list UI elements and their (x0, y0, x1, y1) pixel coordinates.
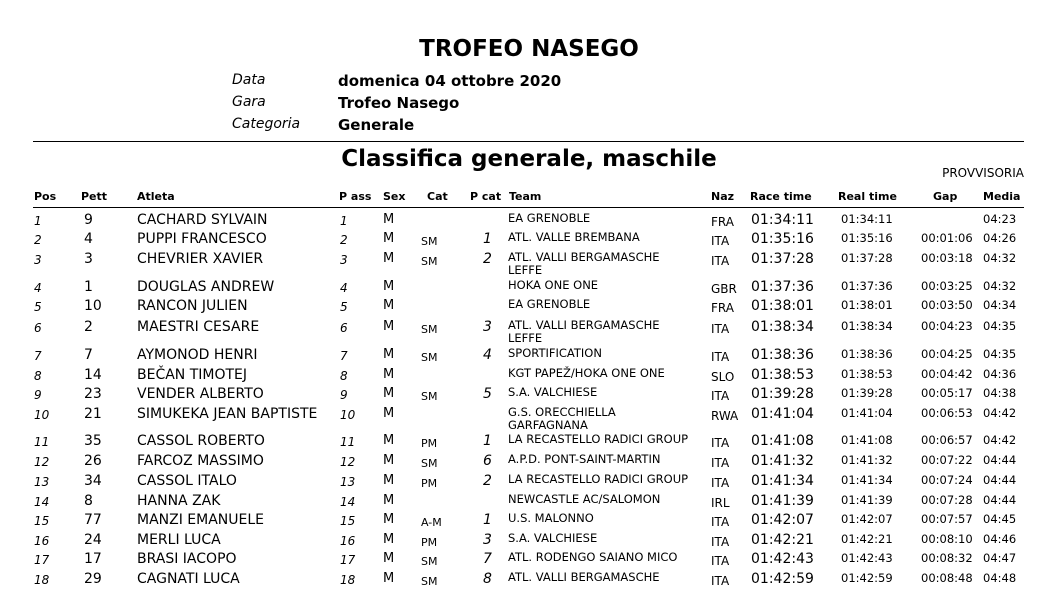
cell-pcat: 3 (483, 532, 492, 548)
cell-real: 01:42:43 (841, 551, 893, 565)
cell-pass: 4 (340, 281, 348, 295)
cell-atleta: MANZI EMANUELE (137, 512, 265, 528)
cell-gap: 00:03:25 (921, 279, 973, 293)
cell-gap: 00:03:50 (921, 298, 973, 312)
cell-pos: 5 (34, 300, 42, 314)
cell-naz: ITA (711, 389, 730, 403)
header-cat: Cat (427, 190, 448, 203)
cell-media: 04:34 (983, 298, 1017, 312)
cell-real: 01:38:01 (841, 298, 893, 312)
cell-team: SPORTIFICATION (508, 346, 602, 360)
cell-race: 01:38:36 (751, 347, 814, 363)
cell-team: ATL. VALLI BERGAMASCHE (508, 570, 660, 584)
cell-atleta: BEČAN TIMOTEJ (137, 367, 248, 383)
cell-race: 01:41:32 (751, 453, 814, 469)
cell-gap: 00:07:57 (921, 512, 973, 526)
table-row (0, 405, 1058, 432)
cell-gap: 00:08:32 (921, 551, 973, 565)
cell-naz: SLO (711, 370, 735, 384)
cell-race: 01:34:11 (751, 212, 814, 228)
cell-sex: M (383, 367, 395, 382)
cell-cat: SM (421, 351, 438, 364)
cell-cat: SM (421, 390, 438, 403)
cell-team: KGT PAPEŽ/HOKA ONE ONE (508, 366, 665, 380)
cell-race: 01:41:39 (751, 493, 814, 509)
cell-real: 01:38:34 (841, 319, 893, 333)
cell-pos: 7 (34, 349, 42, 363)
cell-naz: IRL (711, 496, 730, 510)
cell-pass: 15 (340, 514, 356, 528)
cell-pett: 1 (84, 279, 93, 295)
cell-pass: 16 (340, 534, 356, 548)
cell-media: 04:36 (983, 367, 1017, 381)
cell-real: 01:38:53 (841, 367, 893, 381)
header-pcat: P cat (470, 190, 502, 203)
cell-pett: 26 (84, 453, 102, 469)
cell-media: 04:35 (983, 319, 1017, 333)
table-row (0, 278, 1058, 298)
cell-team: LA RECASTELLO RADICI GROUP (508, 432, 689, 446)
cell-race: 01:42:21 (751, 532, 814, 548)
cell-atleta: AYMONOD HENRI (137, 347, 258, 363)
cell-media: 04:48 (983, 571, 1017, 585)
table-row (0, 570, 1058, 590)
table-row (0, 211, 1058, 231)
cell-pcat: 3 (483, 319, 492, 335)
cell-pos: 14 (34, 495, 50, 509)
cell-sex: M (383, 298, 395, 313)
cell-pass: 9 (340, 388, 348, 402)
cell-team: G.S. ORECCHIELLA (508, 405, 616, 419)
cell-cat: A-M (421, 516, 442, 529)
cell-naz: ITA (711, 234, 730, 248)
cell-race: 01:37:36 (751, 279, 814, 295)
cell-sex: M (383, 212, 395, 227)
cell-pett: 77 (84, 512, 102, 528)
cell-pcat: 5 (483, 386, 492, 402)
cell-pett: 9 (84, 212, 93, 228)
meta-label-categoria: Categoria (232, 116, 301, 132)
cell-atleta: CASSOL ROBERTO (137, 433, 265, 449)
cell-real: 01:41:32 (841, 453, 893, 467)
cell-atleta: FARCOZ MASSIMO (137, 453, 264, 469)
cell-cat: SM (421, 555, 438, 568)
cell-atleta: BRASI IACOPO (137, 551, 237, 567)
cell-gap: 00:08:48 (921, 571, 973, 585)
cell-atleta: CASSOL ITALO (137, 473, 237, 489)
cell-team: ATL. VALLI BERGAMASCHE (508, 250, 660, 264)
cell-pos: 8 (34, 369, 42, 383)
cell-race: 01:38:01 (751, 298, 814, 314)
cell-race: 01:42:07 (751, 512, 814, 528)
cell-atleta: DOUGLAS ANDREW (137, 279, 275, 295)
cell-pass: 8 (340, 369, 348, 383)
header-atleta: Atleta (137, 190, 175, 203)
cell-team-line2: LEFFE (508, 331, 543, 345)
cell-sex: M (383, 493, 395, 508)
cell-pos: 12 (34, 455, 50, 469)
cell-media: 04:46 (983, 532, 1017, 546)
cell-real: 01:37:36 (841, 279, 893, 293)
cell-pos: 4 (34, 281, 42, 295)
cell-naz: FRA (711, 301, 734, 315)
cell-race: 01:35:16 (751, 231, 814, 247)
cell-sex: M (383, 473, 395, 488)
cell-pcat: 1 (483, 231, 492, 247)
cell-sex: M (383, 279, 395, 294)
cell-atleta: HANNA ZAK (137, 493, 221, 509)
cell-race: 01:39:28 (751, 386, 814, 402)
cell-sex: M (383, 433, 395, 448)
cell-pos: 13 (34, 475, 50, 489)
table-row (0, 550, 1058, 570)
cell-cat: PM (421, 536, 438, 549)
cell-pass: 7 (340, 349, 348, 363)
cell-gap: 00:06:57 (921, 433, 973, 447)
cell-sex: M (383, 406, 395, 421)
cell-pos: 2 (34, 233, 42, 247)
cell-media: 04:47 (983, 551, 1017, 565)
cell-team: LA RECASTELLO RADICI GROUP (508, 472, 689, 486)
cell-atleta: RANCON JULIEN (137, 298, 248, 314)
cell-real: 01:38:36 (841, 347, 893, 361)
cell-sex: M (383, 551, 395, 566)
cell-pcat: 4 (483, 347, 492, 363)
cell-real: 01:39:28 (841, 386, 893, 400)
cell-pett: 23 (84, 386, 102, 402)
table-row (0, 531, 1058, 551)
cell-pos: 11 (34, 435, 50, 449)
cell-atleta: CAGNATI LUCA (137, 571, 240, 587)
header-gap: Gap (933, 190, 958, 203)
cell-gap: 00:04:23 (921, 319, 973, 333)
cell-pett: 2 (84, 319, 93, 335)
cell-pass: 6 (340, 321, 348, 335)
cell-pcat: 7 (483, 551, 492, 567)
header-pett: Pett (81, 190, 108, 203)
cell-atleta: VENDER ALBERTO (137, 386, 264, 402)
cell-team: S.A. VALCHIESE (508, 531, 598, 545)
cell-pos: 15 (34, 514, 50, 528)
cell-pass: 10 (340, 408, 356, 422)
table-row (0, 250, 1058, 277)
cell-pett: 7 (84, 347, 93, 363)
cell-pos: 17 (34, 553, 50, 567)
cell-pett: 17 (84, 551, 102, 567)
cell-media: 04:44 (983, 473, 1017, 487)
cell-sex: M (383, 251, 395, 266)
cell-pos: 9 (34, 388, 42, 402)
cell-pett: 14 (84, 367, 102, 383)
cell-atleta: CHEVRIER XAVIER (137, 251, 264, 267)
cell-naz: ITA (711, 476, 730, 490)
table-row (0, 452, 1058, 472)
cell-gap: 00:03:18 (921, 251, 973, 265)
cell-pass: 1 (340, 214, 348, 228)
cell-pass: 3 (340, 253, 348, 267)
divider-top (33, 141, 1024, 142)
table-row (0, 297, 1058, 317)
cell-pcat: 2 (483, 473, 492, 489)
meta-value-gara: Trofeo Nasego (338, 94, 460, 112)
cell-team: A.P.D. PONT-SAINT-MARTIN (508, 452, 661, 466)
cell-real: 01:42:07 (841, 512, 893, 526)
header-pass: P ass (339, 190, 372, 203)
cell-team: ATL. VALLE BREMBANA (508, 230, 640, 244)
cell-pett: 8 (84, 493, 93, 509)
meta-value-data: domenica 04 ottobre 2020 (338, 72, 562, 90)
header-race: Race time (750, 190, 812, 203)
cell-gap: 00:08:10 (921, 532, 973, 546)
cell-naz: RWA (711, 409, 739, 423)
header-sex: Sex (383, 190, 406, 203)
cell-pett: 24 (84, 532, 102, 548)
cell-naz: FRA (711, 215, 734, 229)
cell-real: 01:35:16 (841, 231, 893, 245)
cell-gap: 00:04:25 (921, 347, 973, 361)
cell-naz: ITA (711, 436, 730, 450)
cell-media: 04:44 (983, 453, 1017, 467)
cell-race: 01:41:34 (751, 473, 814, 489)
cell-team: NEWCASTLE AC/SALOMON (508, 492, 661, 506)
cell-pcat: 1 (483, 512, 492, 528)
cell-team: U.S. MALONNO (508, 511, 594, 525)
cell-race: 01:37:28 (751, 251, 814, 267)
cell-pass: 5 (340, 300, 348, 314)
cell-media: 04:26 (983, 231, 1017, 245)
cell-media: 04:35 (983, 347, 1017, 361)
cell-naz: ITA (711, 515, 730, 529)
cell-pos: 1 (34, 214, 42, 228)
cell-naz: ITA (711, 535, 730, 549)
cell-atleta: SIMUKEKA JEAN BAPTISTE (137, 406, 318, 422)
cell-pett: 10 (84, 298, 102, 314)
cell-real: 01:37:28 (841, 251, 893, 265)
meta-value-categoria: Generale (338, 116, 415, 134)
cell-race: 01:41:04 (751, 406, 814, 422)
cell-race: 01:42:43 (751, 551, 814, 567)
cell-cat: SM (421, 457, 438, 470)
cell-pass: 17 (340, 553, 356, 567)
cell-atleta: MAESTRI CESARE (137, 319, 260, 335)
cell-gap: 00:07:24 (921, 473, 973, 487)
divider-header (33, 207, 1024, 208)
cell-naz: ITA (711, 574, 730, 588)
cell-media: 04:32 (983, 251, 1017, 265)
table-row (0, 385, 1058, 405)
cell-naz: ITA (711, 322, 730, 336)
cell-atleta: CACHARD SYLVAIN (137, 212, 268, 228)
cell-race: 01:41:08 (751, 433, 814, 449)
cell-sex: M (383, 386, 395, 401)
cell-cat: SM (421, 575, 438, 588)
cell-pos: 6 (34, 321, 42, 335)
cell-media: 04:42 (983, 406, 1017, 420)
cell-media: 04:38 (983, 386, 1017, 400)
cell-pass: 18 (340, 573, 356, 587)
cell-real: 01:42:59 (841, 571, 893, 585)
cell-pos: 3 (34, 253, 42, 267)
cell-pcat: 2 (483, 251, 492, 267)
header-real: Real time (838, 190, 897, 203)
cell-naz: ITA (711, 254, 730, 268)
cell-naz: ITA (711, 456, 730, 470)
cell-pos: 10 (34, 408, 50, 422)
table-row (0, 492, 1058, 512)
table-row (0, 346, 1058, 366)
cell-team-line2: LEFFE (508, 263, 543, 277)
results-subtitle: Classifica generale, maschile (341, 146, 717, 172)
cell-pos: 18 (34, 573, 50, 587)
cell-naz: GBR (711, 282, 737, 296)
cell-real: 01:41:04 (841, 406, 893, 420)
page-title: TROFEO NASEGO (419, 36, 639, 62)
cell-team: S.A. VALCHIESE (508, 385, 598, 399)
header-pos: Pos (34, 190, 57, 203)
cell-team-line2: GARFAGNANA (508, 418, 588, 432)
table-row (0, 432, 1058, 452)
cell-sex: M (383, 453, 395, 468)
cell-pos: 16 (34, 534, 50, 548)
cell-naz: ITA (711, 350, 730, 364)
cell-race: 01:38:34 (751, 319, 814, 335)
cell-sex: M (383, 231, 395, 246)
cell-real: 01:34:11 (841, 212, 893, 226)
cell-pcat: 8 (483, 571, 492, 587)
cell-gap: 00:01:06 (921, 231, 973, 245)
cell-pett: 34 (84, 473, 102, 489)
cell-team: EA GRENOBLE (508, 211, 591, 225)
cell-sex: M (383, 532, 395, 547)
cell-pass: 2 (340, 233, 348, 247)
table-row (0, 472, 1058, 492)
table-row (0, 230, 1058, 250)
cell-cat: PM (421, 477, 438, 490)
status-label: PROVVISORIA (942, 166, 1024, 180)
cell-pass: 11 (340, 435, 356, 449)
cell-pett: 29 (84, 571, 102, 587)
table-row (0, 366, 1058, 386)
cell-atleta: MERLI LUCA (137, 532, 221, 548)
cell-media: 04:45 (983, 512, 1017, 526)
cell-team: HOKA ONE ONE (508, 278, 599, 292)
cell-sex: M (383, 347, 395, 362)
cell-team: ATL. VALLI BERGAMASCHE (508, 318, 660, 332)
cell-pass: 13 (340, 475, 356, 489)
cell-race: 01:42:59 (751, 571, 814, 587)
cell-gap: 00:05:17 (921, 386, 973, 400)
header-naz: Naz (711, 190, 735, 203)
cell-naz: ITA (711, 554, 730, 568)
cell-real: 01:42:21 (841, 532, 893, 546)
cell-sex: M (383, 319, 395, 334)
cell-atleta: PUPPI FRANCESCO (137, 231, 267, 247)
cell-media: 04:23 (983, 212, 1017, 226)
meta-label-data: Data (232, 72, 266, 88)
cell-pett: 21 (84, 406, 102, 422)
cell-sex: M (383, 571, 395, 586)
cell-pcat: 6 (483, 453, 492, 469)
table-row (0, 511, 1058, 531)
cell-cat: SM (421, 235, 438, 248)
cell-cat: SM (421, 323, 438, 336)
header-media: Media (983, 190, 1021, 203)
cell-gap: 00:06:53 (921, 406, 973, 420)
cell-real: 01:41:08 (841, 433, 893, 447)
header-team: Team (509, 190, 542, 203)
cell-sex: M (383, 512, 395, 527)
cell-race: 01:38:53 (751, 367, 814, 383)
cell-cat: SM (421, 255, 438, 268)
cell-gap: 00:04:42 (921, 367, 973, 381)
cell-gap: 00:07:22 (921, 453, 973, 467)
cell-real: 01:41:34 (841, 473, 893, 487)
cell-pcat: 1 (483, 433, 492, 449)
cell-pett: 3 (84, 251, 93, 267)
cell-media: 04:32 (983, 279, 1017, 293)
cell-pass: 12 (340, 455, 356, 469)
meta-label-gara: Gara (232, 94, 266, 110)
cell-cat: PM (421, 437, 438, 450)
cell-pett: 4 (84, 231, 93, 247)
cell-team: ATL. RODENGO SAIANO MICO (508, 550, 678, 564)
cell-pass: 14 (340, 495, 356, 509)
cell-real: 01:41:39 (841, 493, 893, 507)
cell-team: EA GRENOBLE (508, 297, 591, 311)
cell-media: 04:42 (983, 433, 1017, 447)
cell-pett: 35 (84, 433, 102, 449)
table-row (0, 318, 1058, 345)
cell-gap: 00:07:28 (921, 493, 973, 507)
cell-media: 04:44 (983, 493, 1017, 507)
